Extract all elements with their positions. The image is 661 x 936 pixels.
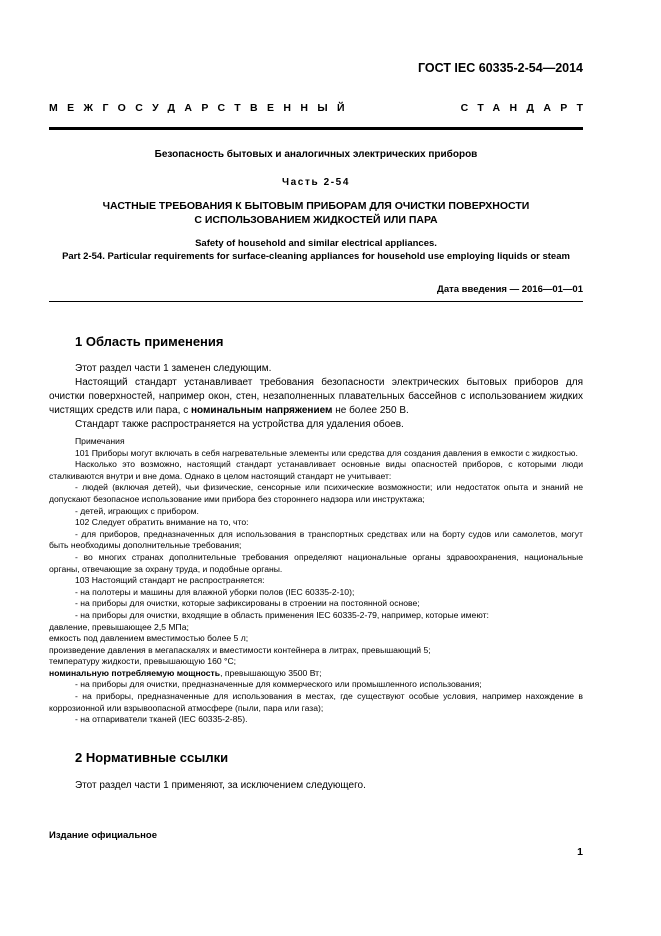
standard-code: ГОСТ IEC 60335-2-54—2014 — [417, 61, 583, 75]
title-safety-ru: Безопасность бытовых и аналогичных электрических приборов — [154, 149, 478, 160]
references-paragraph-1: Этот раздел части 1 применяют, за исключением следующего. — [75, 780, 366, 791]
note-countries: - во многих странах дополнительные требования определяют национальные органы здравоохранения, национальные органы, отвечающие за охрану труда, и подобные органы. — [49, 551, 583, 574]
rated-power-term: номинальную потребляемую мощность — [49, 667, 221, 678]
scope-paragraph-2 — [49, 376, 583, 418]
standard-label: СТАНДАРТ — [460, 102, 593, 114]
title-main-ru-line2: С ИСПОЛЬЗОВАНИЕМ ЖИДКОСТЕЙ ИЛИ ПАРА — [194, 214, 438, 226]
title-en — [49, 238, 583, 263]
page-number: 1 — [577, 846, 583, 858]
header-rule — [49, 127, 583, 130]
note-hazards: Насколько это возможно, настоящий стандарт устанавливает основные виды опасностей приборов, с которыми люди сталкиваются внутри и вне дома. Однако в целом настоящий стандарт не учитывает: — [49, 459, 583, 481]
scope-notes — [49, 436, 583, 726]
rated-voltage-term: номинальным напряжением — [191, 405, 333, 416]
note-pressure: давление, превышающее 2,5 МПа; — [49, 621, 189, 632]
note-101: 101 Приборы могут включать в себя нагревательные элементы или средства для создания давления в емкости с жидкостью. — [75, 447, 578, 458]
title-en-line1: Safety of household and similar electrical appliances. — [195, 238, 437, 249]
notes-title: Примечания — [75, 436, 125, 446]
title-en-line2: Part 2-54. Particular requirements for surface-cleaning appliances for household use employing liquids or steam — [62, 250, 570, 262]
section-heading-scope: 1 Область применения — [75, 334, 224, 349]
note-commercial: - на приборы для очистки, предназначенные для коммерческого или промышленного использования; — [75, 679, 482, 690]
title-part-ru: Часть 2-54 — [282, 177, 350, 188]
introduction-date: Дата введения — 2016—01—01 — [437, 284, 583, 295]
note-people: - людей (включая детей), чьи физические, сенсорные или психические возможности; или недостаток опыта и знаний не допускают безопасное использование ими прибора без стороннего надзора или инструктажа; — [49, 482, 583, 504]
note-special-conditions: - на приборы, предназначенные для использования в местах, где существуют особые условия, например нахождение в коррозионной или взрывоопасной атмосфере (пыли, пара или газа); — [49, 691, 583, 713]
note-floor-machines: - на полотеры и машины для влажной уборки полов (IEC 60335-2-10); — [75, 586, 355, 597]
references-body — [49, 779, 583, 793]
scope-body — [49, 362, 583, 432]
note-temperature: температуру жидкости, превышающую 160 °С; — [49, 656, 237, 667]
scope-paragraph-3: Стандарт также распространяется на устройства для удаления обоев. — [75, 419, 404, 430]
note-volume: емкость под давлением вместимостью более 5 л; — [49, 633, 249, 644]
note-102: 102 Следует обратить внимание на то, что: — [75, 517, 249, 528]
scope-paragraph-1: Этот раздел части 1 заменен следующим. — [75, 363, 272, 374]
note-power-rest: , превышающую 3500 Вт; — [220, 667, 322, 678]
note-children: - детей, играющих с прибором. — [75, 505, 199, 516]
scope-p2-text-a: Настоящий стандарт устанавливает требования безопасности электрических бытовых приборов для очистки поверхностей, например окон, стен, незаполненных плавательных бассейнов с использованием жидких чистящих средств или пара, с — [49, 377, 583, 416]
note-fabric-steamers: - на отпариватели тканей (IEC 60335-2-85). — [75, 714, 248, 725]
scope-p2-text-b: не более 250 В. — [332, 405, 409, 416]
note-transport: - для приборов, предназначенных для использования в транспортных средствах или на борту судов или самолетов, могут быть необходимы дополнительные требования; — [49, 528, 583, 551]
official-edition-label: Издание официальное — [49, 830, 157, 841]
note-iec-2-79: - на приборы для очистки, входящие в область применения IEC 60335-2-79, например, которые имеют: — [75, 609, 489, 620]
note-fixed-cleaners: - на приборы для очистки, которые зафиксированы в строении на постоянной основе; — [75, 598, 420, 609]
section-heading-references: 2 Нормативные ссылки — [75, 750, 229, 765]
interstate-label: МЕЖГОСУДАРСТВЕННЫЙ — [49, 102, 354, 114]
note-103: 103 Настоящий стандарт не распространяется: — [75, 575, 265, 586]
title-main-ru-line1: ЧАСТНЫЕ ТРЕБОВАНИЯ К БЫТОВЫМ ПРИБОРАМ ДЛЯ ОЧИСТКИ ПОВЕРХНОСТИ — [102, 200, 530, 212]
date-rule — [49, 301, 583, 302]
title-main-ru — [49, 199, 583, 227]
note-product: произведение давления в мегапаскалях и вместимости контейнера в литрах, превышающий 5; — [49, 644, 431, 655]
note-power — [49, 668, 583, 680]
